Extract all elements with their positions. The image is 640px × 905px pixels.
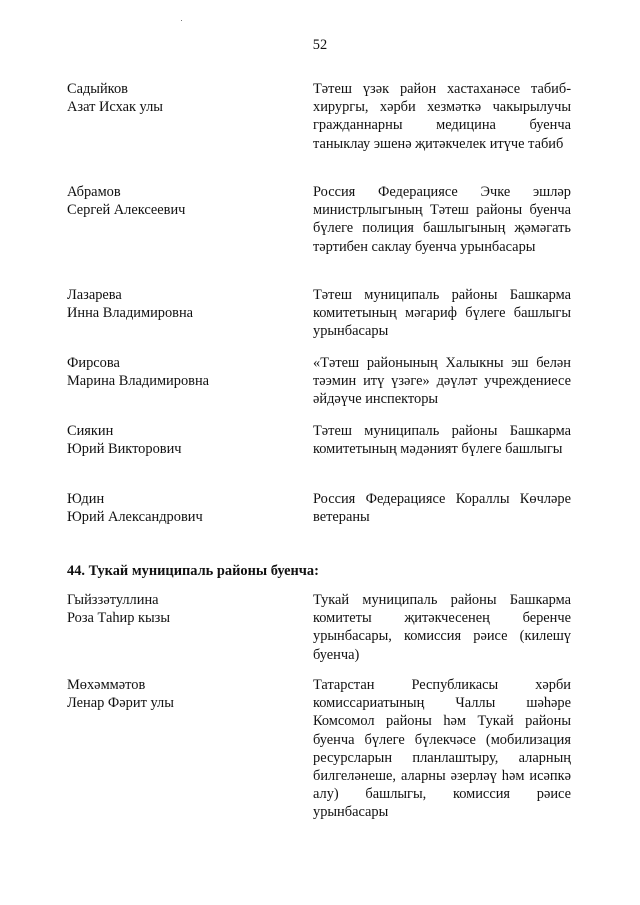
member-position: Россия Федерациясе Эчке эшләр министрлыгының Тәтеш районы буенча бүлеге полиция башлыгының җәмәгать тәртибен саклау буенча урынбасары (313, 184, 571, 255)
member-given-names: Ленар Фәрит улы (67, 695, 174, 712)
member-surname: Садыйков (67, 81, 128, 97)
member-given-names: Юрий Викторович (67, 441, 182, 458)
member-name (67, 183, 287, 219)
member-surname: Лазарева (67, 287, 122, 303)
member-position: Россия Федерациясе Кораллы Көчләре ветераны (313, 491, 571, 526)
member-name (67, 80, 287, 116)
member-surname: Фирсова (67, 355, 120, 371)
member-name (67, 422, 287, 458)
member-surname: Сиякин (67, 423, 114, 439)
member-name (67, 354, 287, 390)
member-position: Тукай муниципаль районы Башкарма комитеты җитәкчесенең беренче урынбасары, комиссия рәисе (килешү буенча) (313, 592, 571, 663)
member-surname: Юдин (67, 491, 105, 507)
member-position: Тәтеш муниципаль районы Башкарма комитетының мәдәният бүлеге башлыгы (313, 423, 571, 458)
member-surname: Абрамов (67, 184, 121, 200)
member-surname: Гыйззәтуллина (67, 592, 159, 608)
member-name (67, 286, 287, 322)
page-number: 52 (312, 37, 328, 53)
member-given-names: Сергей Алексеевич (67, 202, 186, 219)
member-name (67, 591, 287, 627)
member-given-names: Юрий Александрович (67, 509, 203, 526)
member-given-names: Роза Таһир кызы (67, 610, 171, 627)
member-given-names: Инна Владимировна (67, 305, 194, 322)
member-position: Тәтеш муниципаль районы Башкарма комитетының мәгариф бүлеге башлыгы урынбасары (313, 287, 571, 340)
member-position: Тәтеш үзәк район хастаханәсе табиб-хирургы, хәрби хезмәткә чакырылучы гражданнарны медицина буенча таныклау эшенә җитәкчелек итүче табиб (313, 81, 571, 152)
member-position: «Тәтеш районының Халыкны эш белән тәэмин итү үзәге» дәүләт учреждениесе әйдәүче инспекторы (313, 355, 571, 408)
section-heading: 44. Тукай муниципаль районы буенча: (67, 563, 319, 579)
scan-speck (181, 20, 182, 21)
member-position: Татарстан Республикасы хәрби комиссариатының Чаллы шәһәре Комсомол районы һәм Тукай районы буенча бүлеге бүлекчәсе (мобилизация ресурсларын планлаштыру, аларның билгеләнеше, аларны әзерләү һәм исәпкә алу) башлыгы, комиссия рәисе урынбасары (313, 677, 571, 821)
member-name (67, 490, 287, 526)
member-name (67, 676, 287, 712)
member-surname: Мөхәммәтов (67, 677, 146, 693)
member-given-names: Азат Исхак улы (67, 99, 163, 116)
member-given-names: Марина Владимировна (67, 373, 210, 390)
